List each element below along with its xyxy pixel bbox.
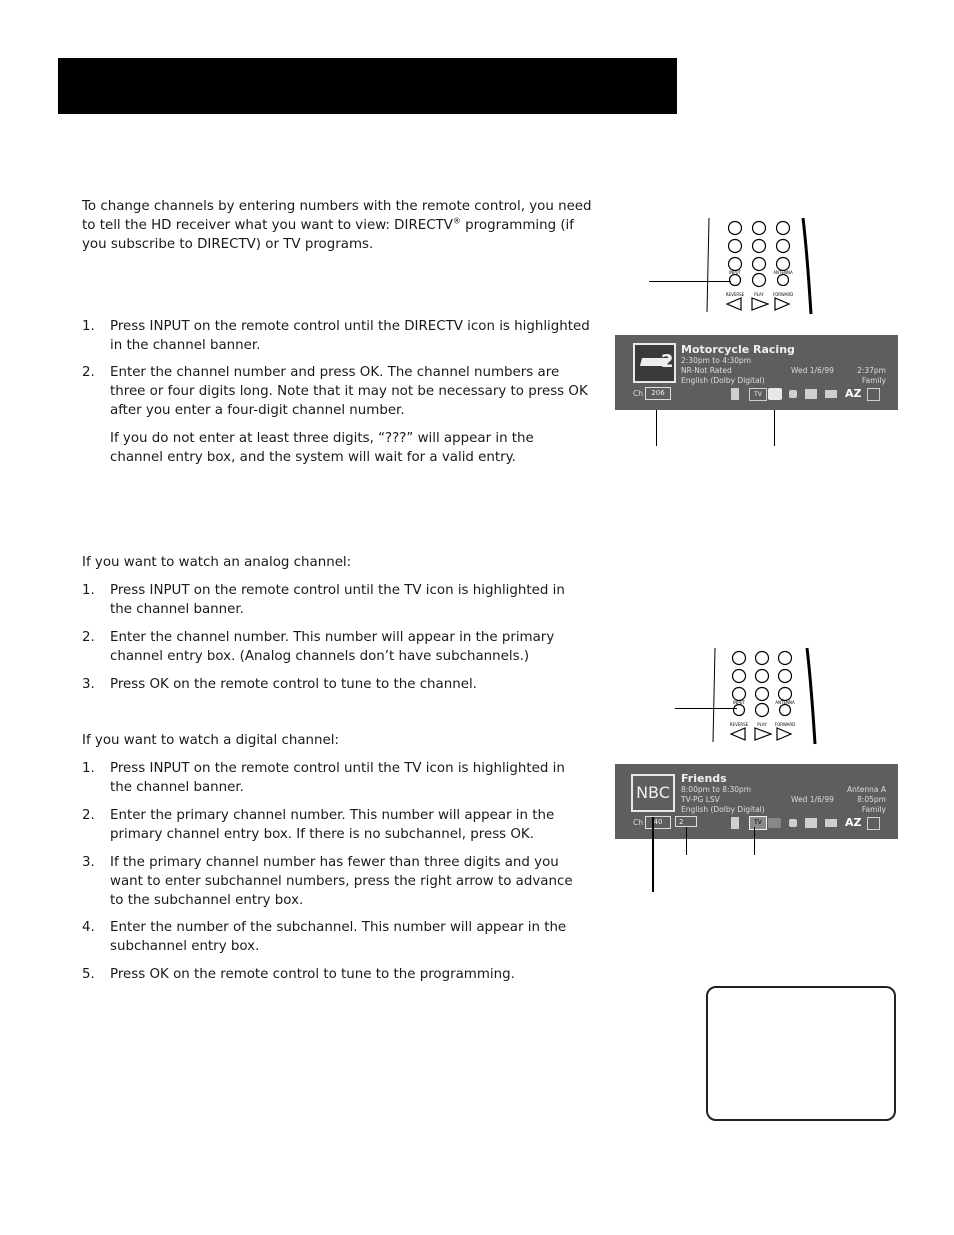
- digital-intro: If you want to watch a digital channel:: [82, 733, 339, 748]
- program-title: Motorcycle Racing: [681, 343, 795, 356]
- reverse-arrow-icon: [731, 728, 745, 740]
- channel-banner-digital: [615, 764, 898, 839]
- caption-icon: [825, 390, 837, 398]
- input-button: [730, 275, 741, 286]
- caption-icon: [825, 819, 837, 827]
- espn2-logo: 2: [633, 343, 676, 383]
- svg-text:REVERSE: REVERSE: [725, 292, 745, 297]
- svg-text:INPUT: INPUT: [733, 700, 745, 705]
- program-audio: English (Dolby Digital): [681, 376, 765, 385]
- forward-arrow-icon: [775, 298, 789, 310]
- program-audio: English (Dolby Digital): [681, 805, 765, 814]
- svg-text:ANTENNA: ANTENNA: [775, 700, 795, 705]
- remote-control-illustration-1: [675, 212, 825, 318]
- program-title: Friends: [681, 772, 727, 785]
- callout-line: [652, 817, 654, 892]
- reverse-arrow-icon: [727, 298, 741, 310]
- banner-clock: 8:05pm: [857, 795, 886, 804]
- play-arrow-icon: [752, 298, 768, 310]
- remote-control-illustration-2: [675, 642, 825, 748]
- info-icon: [731, 388, 739, 400]
- analog-intro: If you want to watch an analog channel:: [82, 555, 352, 570]
- primary-channel-entry-box: 40: [645, 816, 671, 829]
- svg-text:REVERSE: REVERSE: [729, 722, 749, 727]
- info-icon: [731, 817, 739, 829]
- tv-icon: TV: [749, 816, 767, 830]
- svg-text:ANTENNA: ANTENNA: [773, 270, 793, 275]
- svg-text:INPUT: INPUT: [729, 270, 741, 275]
- program-rating: TV-PG LSV: [681, 795, 720, 804]
- input-button: [734, 705, 745, 716]
- note-box: [706, 986, 896, 1121]
- antenna-button: [778, 275, 789, 286]
- callout-line: [675, 708, 737, 709]
- nbc-logo: NBC: [631, 774, 675, 812]
- banner-clock: 2:37pm: [857, 366, 886, 375]
- channel-entry-box: 206: [645, 387, 671, 400]
- banner-date: Wed 1/6/99: [791, 366, 834, 375]
- svg-text:FORWARD: FORWARD: [772, 292, 794, 297]
- banner-date: Wed 1/6/99: [791, 795, 834, 804]
- lock-icon: [789, 390, 797, 398]
- forward-arrow-icon: [777, 728, 791, 740]
- channel-label: Ch: [633, 818, 643, 827]
- channel-label: Ch: [633, 389, 643, 398]
- callout-line: [656, 410, 657, 446]
- svg-text:PLAY: PLAY: [754, 292, 764, 297]
- az-icon: AZ: [845, 816, 862, 829]
- svg-text:PLAY: PLAY: [757, 722, 767, 727]
- tv-icon: TV: [749, 388, 767, 401]
- chapter-header-bar: [58, 58, 677, 114]
- play-arrow-icon: [755, 728, 771, 740]
- callout-line: [754, 827, 755, 855]
- intro-paragraph: To change channels by entering numbers with the remote control, you need to tell the HD receiver what you want to view: DIRECTV® programming (if you subscribe to DIRECTV) or TV programs.: [82, 199, 592, 252]
- channel-banner-directv: [615, 335, 898, 410]
- callout-line: [774, 410, 775, 446]
- callout-line: [649, 281, 731, 282]
- az-icon: AZ: [845, 387, 862, 400]
- antenna-button: [780, 705, 791, 716]
- directv-icon: [768, 818, 781, 828]
- program-time: 8:00pm to 8:30pm: [681, 785, 752, 794]
- subchannel-entry-box: 2: [675, 816, 697, 827]
- banner-category: Family: [861, 805, 886, 814]
- settings-icon: [867, 817, 880, 830]
- audio-icon: [805, 818, 817, 828]
- directv-icon: [768, 388, 782, 400]
- program-rating: NR-Not Rated: [681, 366, 732, 375]
- callout-line: [686, 827, 687, 855]
- svg-text:FORWARD: FORWARD: [774, 722, 796, 727]
- audio-icon: [805, 389, 817, 399]
- banner-source: Antenna A: [846, 785, 886, 794]
- banner-category: Family: [861, 376, 886, 385]
- settings-icon: [867, 388, 880, 401]
- program-time: 2:30pm to 4:30pm: [681, 356, 752, 365]
- lock-icon: [789, 819, 797, 827]
